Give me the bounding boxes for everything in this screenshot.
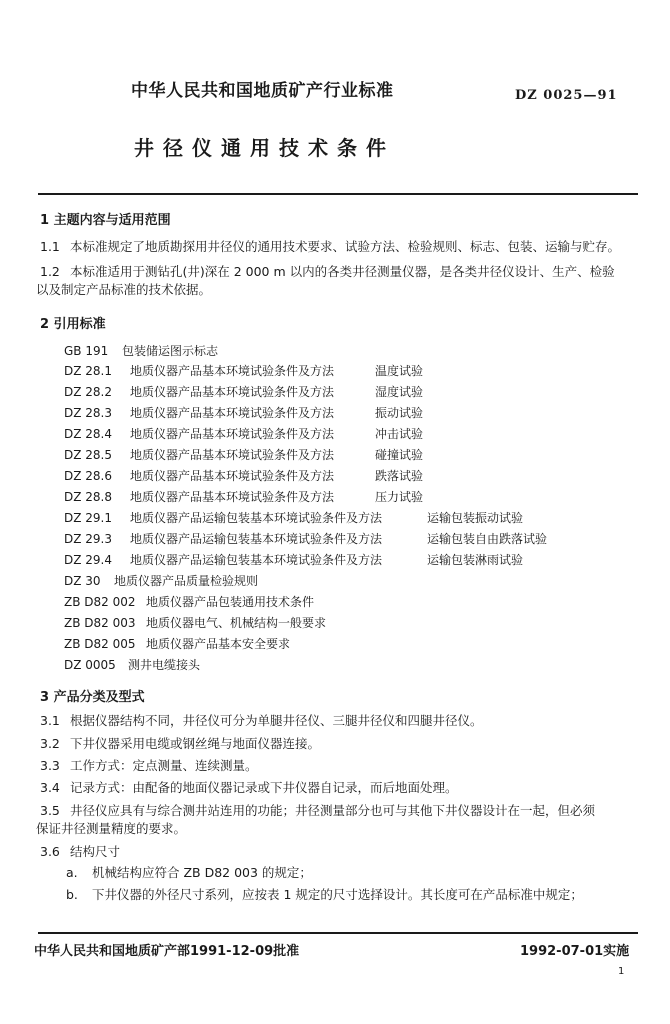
reference-title: 地质仪器电气、机械结构一般要求 bbox=[146, 616, 327, 630]
reference-item bbox=[64, 446, 423, 463]
clause-1-2-continued: 以及制定产品标准的技术依据。 bbox=[36, 282, 212, 297]
reference-code: DZ 0005 bbox=[64, 658, 116, 672]
section-2-heading: 2 引用标准 bbox=[40, 317, 106, 332]
reference-item bbox=[64, 551, 523, 568]
reference-item bbox=[64, 656, 200, 673]
reference-item bbox=[64, 425, 423, 442]
reference-code: DZ 28.1 bbox=[64, 364, 112, 378]
reference-title: 地质仪器产品基本环境试验条件及方法 bbox=[130, 385, 335, 399]
clause-3-6-b bbox=[66, 886, 583, 904]
reference-code: ZB D82 003 bbox=[64, 616, 136, 630]
reference-title: 地质仪器产品基本安全要求 bbox=[146, 637, 291, 651]
reference-title: 地质仪器产品包装通用技术条件 bbox=[146, 595, 315, 609]
reference-code: DZ 28.6 bbox=[64, 469, 112, 483]
clause-text: 本标准适用于测钻孔(井)深在 2 000 m 以内的各类井径测量仪器，是各类井径仪设计、生产、检验 bbox=[70, 264, 615, 279]
clause-text: 结构尺寸 bbox=[70, 844, 121, 859]
clause-text: 下井仪器的外径尺寸系列，应按表 1 规定的尺寸选择设计。其长度可在产品标准中规定； bbox=[92, 887, 583, 902]
reference-test: 振动试验 bbox=[375, 406, 424, 420]
clause-text: 根据仪器结构不同，井径仪可分为单腿井径仪、三腿井径仪和四腿井径仪。 bbox=[70, 713, 483, 728]
reference-title: 地质仪器产品基本环境试验条件及方法 bbox=[130, 364, 335, 378]
reference-title: 地质仪器产品质量检验规则 bbox=[114, 574, 259, 588]
section-3-heading: 3 产品分类及型式 bbox=[40, 690, 145, 705]
clause-text: 井径仪应具有与综合测井站连用的功能；井径测量部分也可与其他下井仪器设计在一起，但必须 bbox=[70, 803, 596, 818]
reference-code: DZ 28.2 bbox=[64, 385, 112, 399]
clause-text: 本标准规定了地质勘探用井径仪的通用技术要求、试验方法、检验规则、标志、包装、运输与贮存。 bbox=[70, 239, 621, 254]
reference-code: DZ 28.8 bbox=[64, 490, 112, 504]
reference-test: 压力试验 bbox=[375, 490, 424, 504]
clause-text: 下井仪器采用电缆或钢丝绳与地面仪器连接。 bbox=[70, 736, 321, 751]
clause-number: 3.4 bbox=[40, 780, 60, 795]
reference-item bbox=[64, 362, 423, 379]
clause-text: 工作方式：定点测量、连续测量。 bbox=[70, 758, 258, 773]
approval-statement: 中华人民共和国地质矿产部1991-12-09批准 bbox=[34, 944, 300, 959]
document-title: 井径仪通用技术条件 bbox=[134, 136, 395, 160]
reference-item bbox=[64, 614, 326, 631]
clause-3-1 bbox=[40, 712, 483, 730]
reference-item bbox=[64, 572, 258, 589]
reference-item bbox=[64, 530, 547, 547]
reference-code: ZB D82 005 bbox=[64, 637, 136, 651]
clause-number: 3.1 bbox=[40, 713, 60, 728]
reference-item bbox=[64, 488, 423, 505]
reference-test: 冲击试验 bbox=[375, 427, 424, 441]
clause-3-4 bbox=[40, 779, 458, 797]
clause-number: 3.2 bbox=[40, 736, 60, 751]
reference-test: 运输包装自由跌落试验 bbox=[427, 532, 548, 546]
footer-divider bbox=[38, 932, 638, 934]
reference-title: 地质仪器产品运输包装基本环境试验条件及方法 bbox=[130, 553, 383, 567]
clause-text: 机械结构应符合 ZB D82 003 的规定； bbox=[92, 865, 312, 880]
reference-code: DZ 29.1 bbox=[64, 511, 112, 525]
clause-number: 1.1 bbox=[40, 239, 60, 254]
list-marker: a. bbox=[66, 865, 78, 880]
clause-number: 1.2 bbox=[40, 264, 60, 279]
reference-code: DZ 29.4 bbox=[64, 553, 112, 567]
section-1-heading: 1 主题内容与适用范围 bbox=[40, 213, 171, 228]
reference-title: 地质仪器产品基本环境试验条件及方法 bbox=[130, 490, 335, 504]
clause-text: 记录方式：由配备的地面仪器记录或下井仪器自记录，而后地面处理。 bbox=[70, 780, 458, 795]
standard-org-title: 中华人民共和国地质矿产行业标准 bbox=[131, 81, 394, 101]
reference-title: 测井电缆接头 bbox=[128, 658, 201, 672]
clause-3-6-a bbox=[66, 864, 312, 882]
reference-title: 地质仪器产品基本环境试验条件及方法 bbox=[130, 448, 335, 462]
reference-item bbox=[64, 404, 423, 421]
reference-code: DZ 29.3 bbox=[64, 532, 112, 546]
reference-code: DZ 30 bbox=[64, 574, 101, 588]
reference-title: 地质仪器产品基本环境试验条件及方法 bbox=[130, 469, 335, 483]
list-marker: b. bbox=[66, 887, 78, 902]
clause-3-5 bbox=[40, 802, 595, 820]
clause-number: 3.6 bbox=[40, 844, 60, 859]
clause-3-6 bbox=[40, 843, 120, 861]
standard-code: DZ 0025—91 bbox=[515, 88, 618, 103]
clause-3-3 bbox=[40, 757, 258, 775]
clause-number: 3.5 bbox=[40, 803, 60, 818]
reference-test: 碰撞试验 bbox=[375, 448, 424, 462]
reference-title: 地质仪器产品运输包装基本环境试验条件及方法 bbox=[130, 532, 383, 546]
reference-code: GB 191 bbox=[64, 344, 109, 358]
reference-title: 包装储运图示标志 bbox=[122, 344, 219, 358]
clause-3-2 bbox=[40, 735, 320, 753]
reference-item bbox=[64, 467, 423, 484]
reference-title: 地质仪器产品基本环境试验条件及方法 bbox=[130, 406, 335, 420]
reference-test: 运输包装淋雨试验 bbox=[427, 553, 524, 567]
reference-code: DZ 28.4 bbox=[64, 427, 112, 441]
clause-1-1 bbox=[40, 238, 620, 256]
reference-test: 温度试验 bbox=[375, 364, 424, 378]
reference-test: 湿度试验 bbox=[375, 385, 424, 399]
reference-test: 运输包装振动试验 bbox=[427, 511, 524, 525]
reference-code: DZ 28.3 bbox=[64, 406, 112, 420]
reference-item bbox=[64, 342, 218, 359]
reference-title: 地质仪器产品基本环境试验条件及方法 bbox=[130, 427, 335, 441]
reference-title: 地质仪器产品运输包装基本环境试验条件及方法 bbox=[130, 511, 383, 525]
reference-item bbox=[64, 593, 314, 610]
reference-code: ZB D82 002 bbox=[64, 595, 136, 609]
header-divider bbox=[38, 193, 638, 195]
reference-item bbox=[64, 383, 423, 400]
reference-test: 跌落试验 bbox=[375, 469, 424, 483]
clause-1-2 bbox=[40, 263, 615, 281]
clause-3-5-continued: 保证井径测量精度的要求。 bbox=[36, 821, 187, 836]
page-number: 1 bbox=[618, 966, 625, 977]
clause-number: 3.3 bbox=[40, 758, 60, 773]
reference-item bbox=[64, 509, 523, 526]
reference-code: DZ 28.5 bbox=[64, 448, 112, 462]
reference-item bbox=[64, 635, 290, 652]
implementation-date: 1992-07-01实施 bbox=[520, 944, 630, 959]
